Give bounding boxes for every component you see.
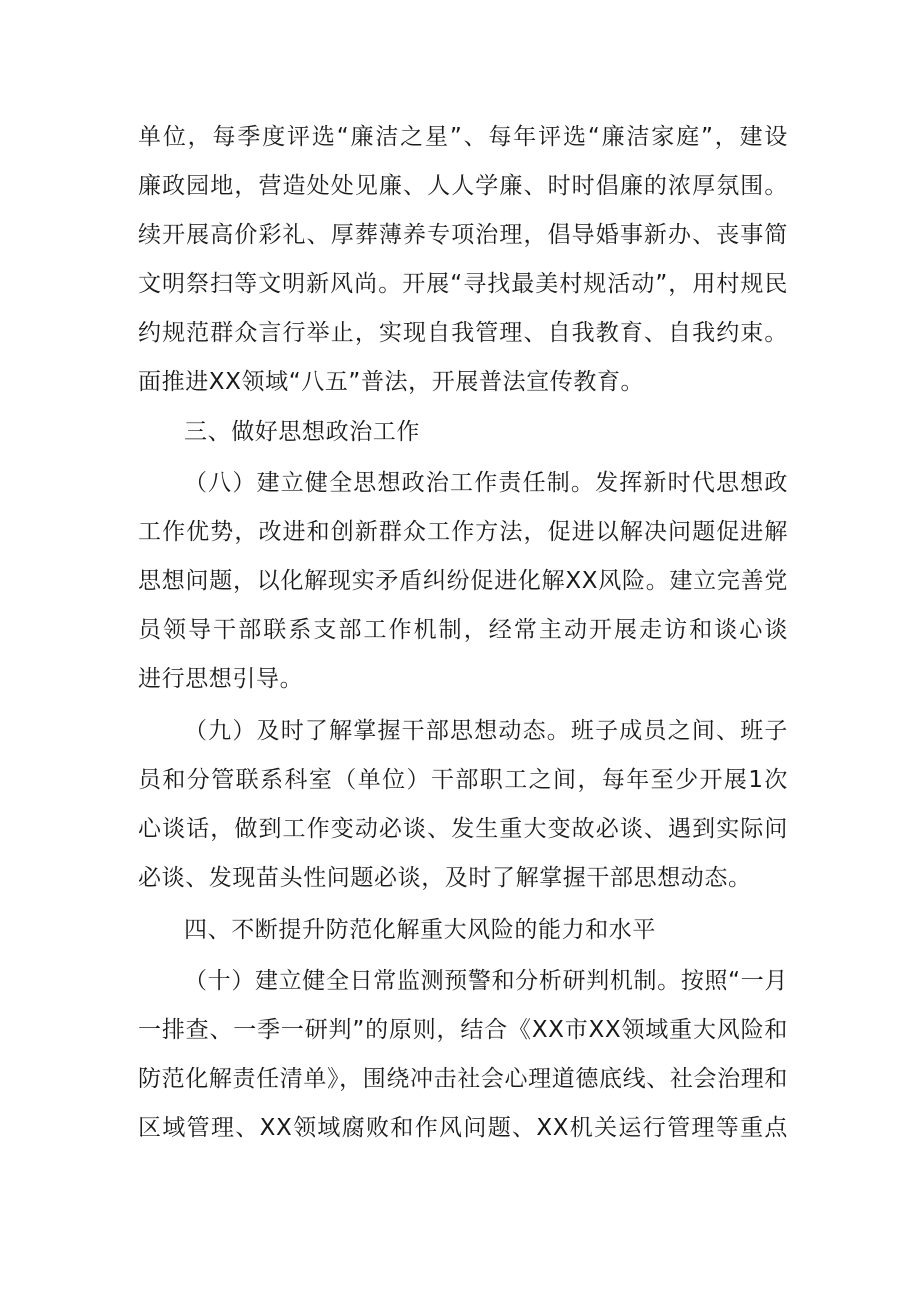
paragraph-8-line-3: 思想问题，以化解现实矛盾纠纷促进化解XX风险。建立完善党 bbox=[138, 568, 788, 594]
text-line-1: 单位，每季度评选“廉洁之星”、每年评选“廉洁家庭”，建设 bbox=[138, 124, 788, 150]
text-line-2: 廉政园地，营造处处见廉、人人学廉、时时倡廉的浓厚氛围。 bbox=[138, 173, 788, 199]
paragraph-9-line-1: （九）及时了解掌握干部思想动态。班子成员之间、班子 bbox=[184, 718, 788, 744]
paragraph-9-line-2: 员和分管联系科室（单位）干部职工之间，每年至少开展1次 bbox=[138, 767, 788, 793]
paragraph-8-line-5: 进行思想引导。 bbox=[138, 666, 304, 692]
text-line-3: 续开展高价彩礼、厚葬薄养专项治理，倡导婚事新办、丧事简 bbox=[138, 222, 788, 248]
paragraph-8-line-2: 工作优势，改进和创新群众工作方法，促进以解决问题促进解 bbox=[138, 519, 788, 545]
paragraph-10-line-2: 一排查、一季一研判”的原则，结合《XX市XX领域重大风险和 bbox=[138, 1017, 788, 1043]
paragraph-9-line-4: 必谈、发现苗头性问题必谈，及时了解掌握干部思想动态。 bbox=[138, 865, 752, 891]
section-heading-3: 三、做好思想政治工作 bbox=[184, 419, 420, 445]
text-line-6: 面推进XX领域“八五”普法，开展普法宣传教育。 bbox=[138, 369, 645, 395]
paragraph-9-line-3: 心谈话，做到工作变动必谈、发生重大变故必谈、遇到实际问 bbox=[138, 816, 788, 842]
section-heading-4: 四、不断提升防范化解重大风险的能力和水平 bbox=[184, 917, 656, 943]
text-line-5: 约规范群众言行举止，实现自我管理、自我教育、自我约束。 bbox=[138, 320, 788, 346]
text-line-4: 文明祭扫等文明新风尚。开展“寻找最美村规活动”，用村规民 bbox=[138, 271, 788, 297]
paragraph-10-line-4: 区域管理、XX领域腐败和作风问题、XX机关运行管理等重点 bbox=[138, 1115, 788, 1141]
paragraph-8-line-4: 员领导干部联系支部工作机制，经常主动开展走访和谈心谈 bbox=[138, 617, 788, 643]
paragraph-10-line-3: 防范化解责任清单》，围绕冲击社会心理道德底线、社会治理和 bbox=[138, 1066, 788, 1092]
paragraph-8-line-1: （八）建立健全思想政治工作责任制。发挥新时代思想政 bbox=[184, 470, 788, 496]
paragraph-10-line-1: （十）建立健全日常监测预警和分析研判机制。按照“一月 bbox=[184, 968, 788, 994]
